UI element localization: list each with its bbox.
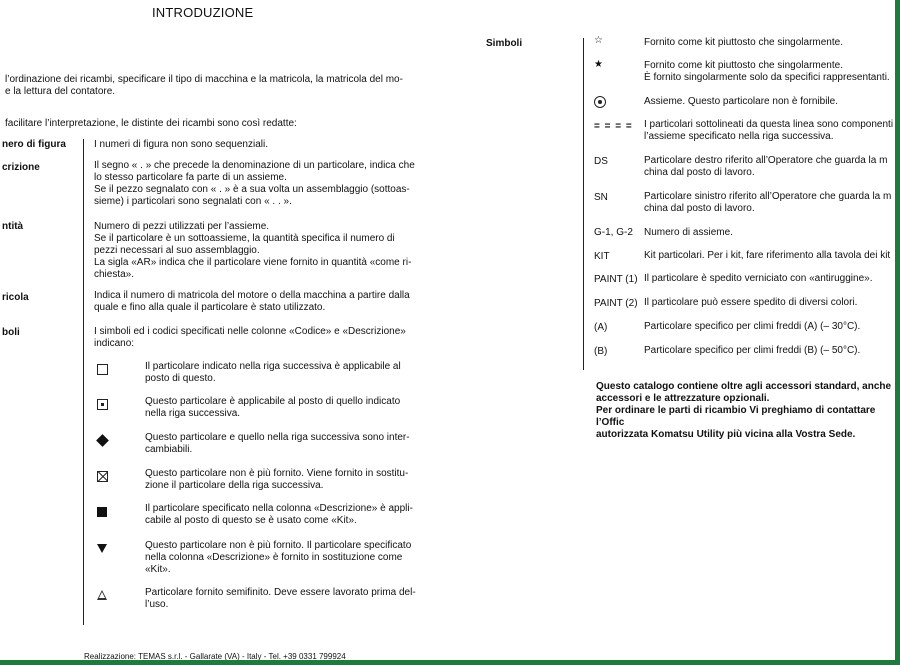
- symbol-text-3: Questo particolare e quello nella riga successiva sono inter- cambiabili.: [145, 432, 410, 455]
- right-text-12: Particolare specifico per climi freddi (B) (– 50°C).: [644, 345, 861, 356]
- dotted-square-icon: [93, 397, 111, 411]
- row-label-matricola: ricola: [2, 292, 29, 303]
- code-sn: SN: [594, 192, 608, 203]
- page-title: INTRODUZIONE: [152, 5, 254, 20]
- row-label-descrizione: crizione: [2, 162, 40, 173]
- left-column-divider: [83, 139, 84, 625]
- black-star-icon: ★: [594, 59, 603, 70]
- row-text-quantita: Numero di pezzi utilizzati per l’assieme. Se il particolare è un sottoassieme, la quantità specifica il numero di pezzi necessari al suo assemblaggio. La sigla «AR» indica che il particolare viene fornito in quantità «come ri- chiesta».: [94, 221, 412, 280]
- right-text-2: Fornito come kit piuttosto che singolarmente. È fornito singolarmente solo da specifici rappresentanti.: [644, 60, 890, 83]
- right-text-8: Kit particolari. Per i kit, fare riferimento alla tavola dei kit: [644, 250, 891, 261]
- symbol-text-6: Questo particolare non è più fornito. Il particolare specificato nella colonna «Descrizione» è fornito in sostituzione come «Kit».: [145, 540, 412, 575]
- circled-dot-icon: [594, 96, 606, 108]
- code-paint-1: PAINT (1): [594, 274, 638, 285]
- row-label-simboli: boli: [2, 327, 20, 338]
- intro-paragraph-2: facilitare l’interpretazione, le distinte dei ricambi sono così redatte:: [5, 118, 297, 129]
- symbol-text-5: Il particolare specificato nella colonna «Descrizione» è appli- cabile al posto di questo se è usato come «Kit».: [145, 503, 413, 526]
- hollow-up-triangle-icon: [93, 588, 111, 602]
- right-text-6: Particolare sinistro riferito all’Operatore che guarda la m china dal posto di lavoro.: [644, 191, 892, 214]
- code-kit: KIT: [594, 251, 610, 262]
- right-text-4: I particolari sottolineati da questa linea sono componenti l’assieme specificato nella riga successiva.: [644, 119, 894, 142]
- right-text-3: Assieme. Questo particolare non è fornibile.: [644, 96, 838, 107]
- row-text-matricola: Indica il numero di matricola del motore o della macchina a partire dalla quale e fino alla quale il particolare è stato utilizzato.: [94, 290, 410, 313]
- code-b: (B): [594, 346, 608, 357]
- right-text-1: Fornito come kit piuttosto che singolarmente.: [644, 37, 843, 48]
- row-text-descrizione: Il segno « . » che precede la denominazione di un particolare, indica che lo stesso particolare fa parte di un assieme. Se il pezzo segnalato con « . » è a sua volta un assemblaggio (sottoas- sieme) i particolari sono segnalati con « . . ».: [94, 160, 415, 207]
- simboli-heading: Simboli: [486, 38, 523, 49]
- right-text-10: Il particolare può essere spedito di diversi colori.: [644, 297, 858, 308]
- empty-square-icon: [93, 362, 111, 376]
- right-text-9: Il particolare è spedito verniciato con «antiruggine».: [644, 273, 873, 284]
- right-text-7: Numero di assieme.: [644, 227, 733, 238]
- row-text-numero-figura: I numeri di figura non sono sequenziali.: [94, 139, 268, 150]
- symbol-text-2: Questo particolare è applicabile al posto di quello indicato nella riga successiva.: [145, 396, 401, 419]
- right-text-5: Particolare destro riferito all’Operatore che guarda la m china dal posto di lavoro.: [644, 155, 888, 178]
- right-column-divider: [583, 38, 584, 370]
- intro-paragraph-1: l’ordinazione dei ricambi, specificare il tipo di macchina e la matricola, la matricola del mo- e la lettura del contatore.: [5, 74, 403, 97]
- code-g: G-1, G-2: [594, 227, 633, 238]
- symbol-text-7: Particolare fornito semifinito. Deve essere lavorato prima del- l’uso.: [145, 587, 416, 610]
- footer-credits: Realizzazione: TEMAS s.r.l. - Gallarate (VA) - Italy - Tel. +39 0331 799924: [84, 652, 346, 660]
- hollow-star-icon: ☆: [594, 35, 603, 46]
- catalog-note: Questo catalogo contiene oltre agli accessori standard, anche accessori e le attrezzature opzionali. Per ordinare le parti di ricambio Vi preghiamo di contattare l’Offic autorizzata Komatsu Utility più vicina alla Vostra Sede.: [596, 381, 892, 440]
- code-a: (A): [594, 322, 608, 333]
- symbol-text-1: Il particolare indicato nella riga successiva è applicabile al posto di questo.: [145, 361, 401, 384]
- row-label-numero-figura: nero di figura: [2, 139, 66, 150]
- code-ds: DS: [594, 156, 608, 167]
- code-paint-2: PAINT (2): [594, 298, 638, 309]
- symbol-text-4: Questo particolare non è più fornito. Viene fornito in sostitu- zione il particolare della riga successiva.: [145, 468, 409, 491]
- row-label-quantita: ntità: [2, 221, 24, 232]
- black-diamond-icon: [93, 433, 111, 447]
- underline-code: = = = =: [594, 121, 633, 132]
- black-square-icon: [93, 505, 111, 519]
- crossed-square-icon: [93, 469, 111, 483]
- black-down-triangle-icon: [93, 541, 111, 555]
- right-text-11: Particolare specifico per climi freddi (A) (– 30°C).: [644, 321, 861, 332]
- row-text-simboli: I simboli ed i codici specificati nelle colonne «Codice» e «Descrizione» indicano:: [94, 326, 406, 349]
